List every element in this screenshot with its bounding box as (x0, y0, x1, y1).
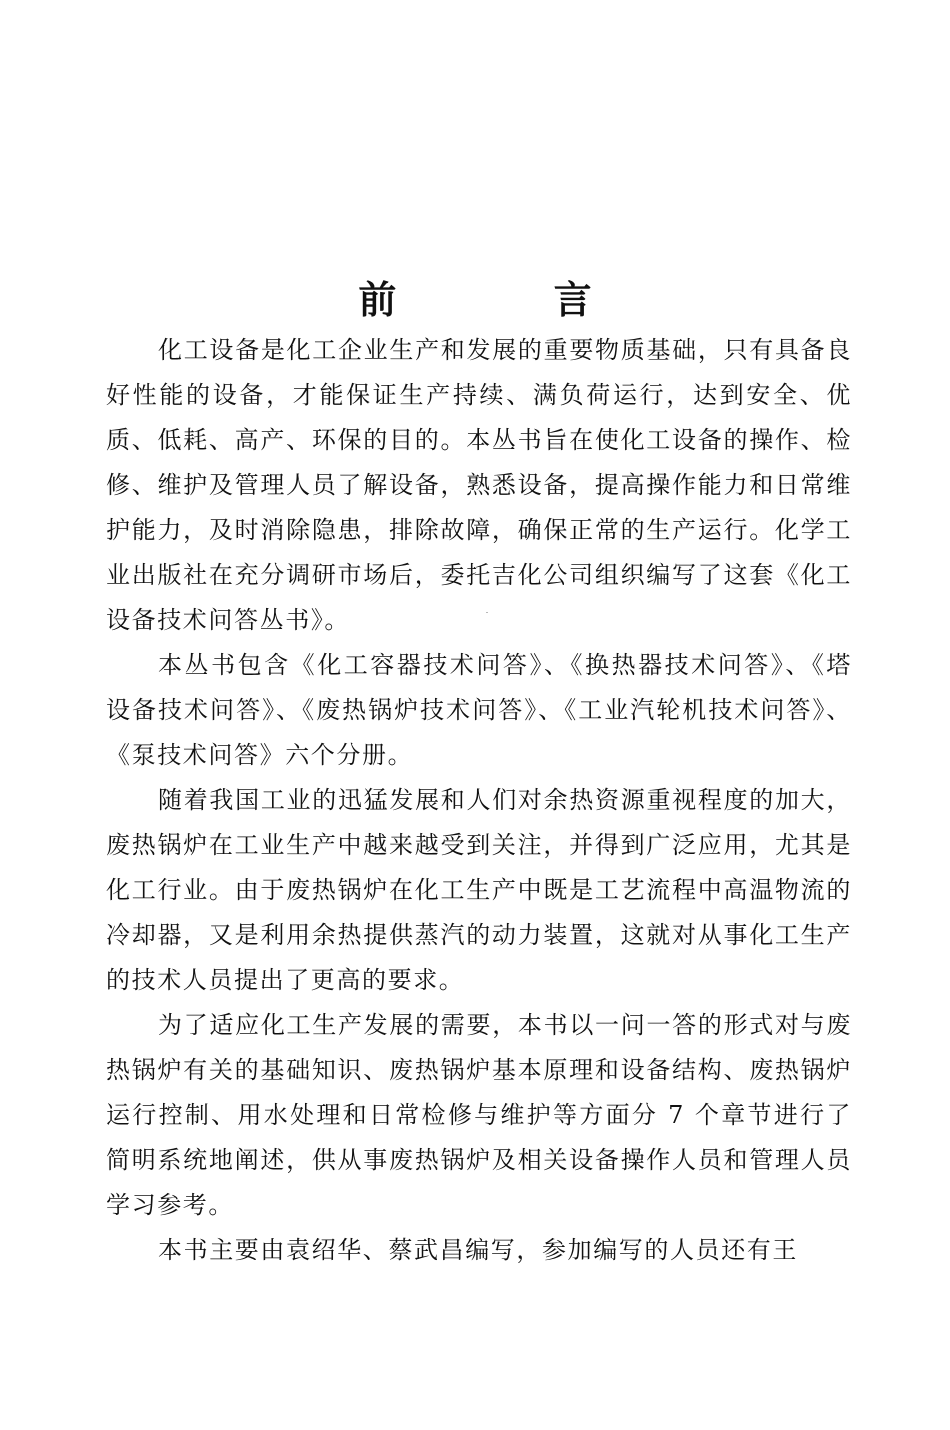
paragraph-1: 化工设备是化工企业生产和发展的重要物质基础，只有具备良好性能的设备，才能保证生产持续、满负荷运行，达到安全、优质、低耗、高产、环保的目的。本丛书旨在使化工设备的操作、检修、维护及管理人员了解设备，熟悉设备，提高操作能力和日常维护能力，及时消除隐患，排除故障，确保正常的生产运行。化学工业出版社在充分调研市场后，委托吉化公司组织编写了这套《化工设备技术问答丛书》。 (106, 336, 852, 634)
paragraph-4: 为了适应化工生产发展的需要，本书以一问一答的形式对与废热锅炉有关的基础知识、废热锅炉基本原理和设备结构、废热锅炉运行控制、用水处理和日常检修与维护等方面分 7 个章节进行了简明系统地阐述，供从事废热锅炉及相关设备操作人员和管理人员学习参考。 (106, 1011, 852, 1219)
paragraph-3: 随着我国工业的迅猛发展和人们对余热资源重视程度的加大，废热锅炉在工业生产中越来越受到关注，并得到广泛应用，尤其是化工行业。由于废热锅炉在化工生产中既是工艺流程中高温物流的冷却器，又是利用余热提供蒸汽的动力装置，这就对从事化工生产的技术人员提出了更高的要求。 (106, 786, 852, 994)
paragraph-5: 本书主要由袁绍华、蔡武昌编写，参加编写的人员还有王 (158, 1236, 798, 1264)
page-title: 前 言 (358, 278, 664, 323)
paragraph-2: 本丛书包含《化工容器技术问答》、《换热器技术问答》、《塔设备技术问答》、《废热锅炉技术问答》、《工业汽轮机技术问答》、《泵技术问答》六个分册。 (106, 651, 852, 769)
preface-body (106, 328, 852, 1273)
